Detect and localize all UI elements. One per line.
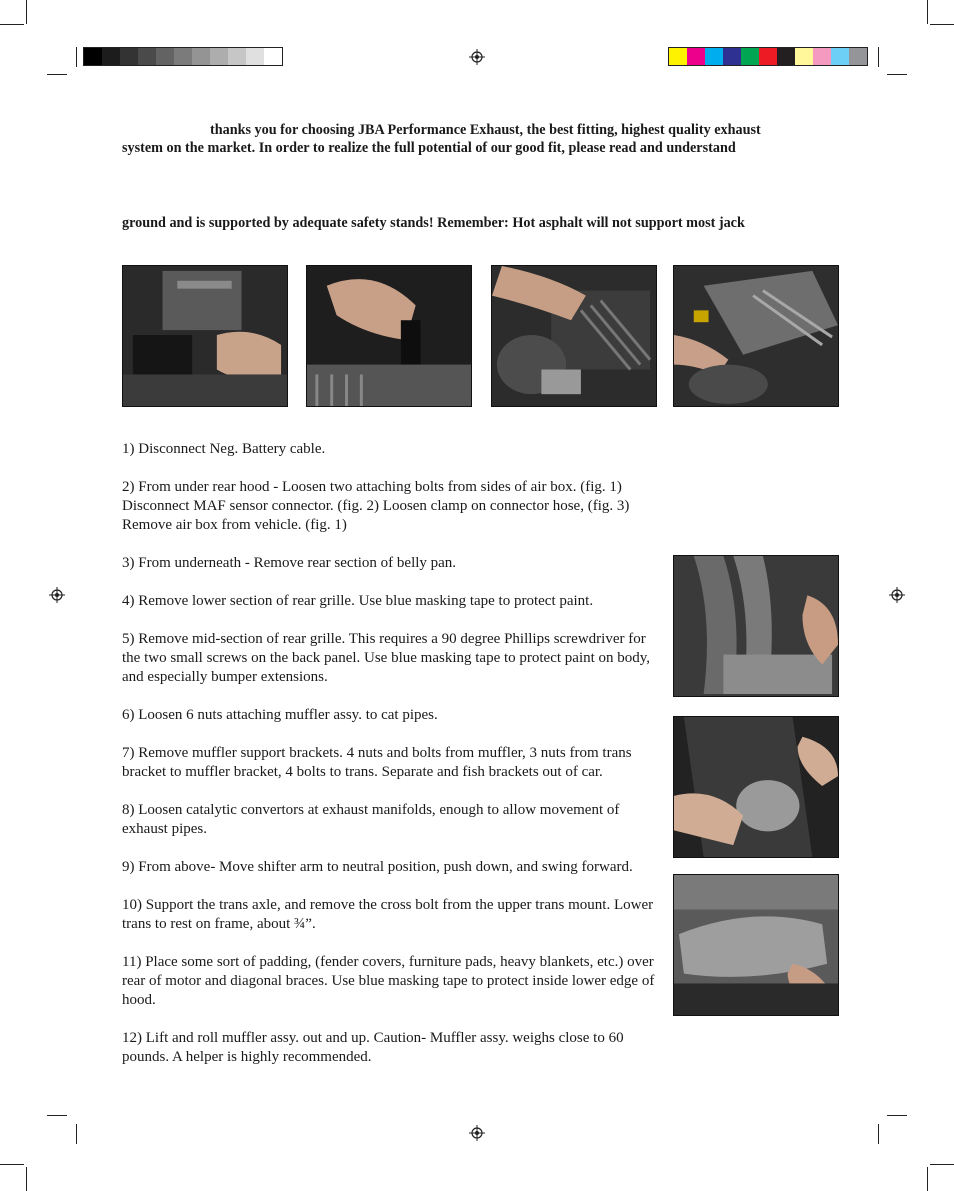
- crop-mark: [0, 24, 24, 25]
- crop-mark: [47, 74, 67, 75]
- registration-mark-icon: [469, 49, 485, 65]
- color-swatch: [687, 48, 705, 65]
- color-swatch: [777, 48, 795, 65]
- photo-connector-hose-clamp: [491, 265, 657, 407]
- crop-mark: [26, 1167, 27, 1191]
- crop-mark: [0, 1164, 24, 1165]
- color-swatch: [138, 48, 156, 65]
- grayscale-color-bar: [83, 47, 283, 66]
- color-swatch: [156, 48, 174, 65]
- color-swatch: [723, 48, 741, 65]
- intro-line-1: thanks you for choosing JBA Performance Exhaust, the best fitting, highest quality exhaust: [210, 122, 761, 138]
- color-swatch: [264, 48, 282, 65]
- color-swatch: [120, 48, 138, 65]
- instruction-step: 7) Remove muffler support brackets. 4 nuts and bolts from muffler, 3 nuts from trans bracket to muffler bracket, 4 bolts to trans. Separate and fish brackets out of car.: [122, 745, 632, 780]
- crop-mark: [76, 1124, 77, 1144]
- instruction-step: 9) From above- Move shifter arm to neutral position, push down, and swing forward.: [122, 859, 633, 875]
- color-swatch: [210, 48, 228, 65]
- crop-mark: [878, 1124, 879, 1144]
- intro-line-3: ground and is supported by adequate safety stands! Remember: Hot asphalt will not support most jack: [122, 215, 745, 231]
- photo-muffler-assembly: [673, 874, 839, 1016]
- color-swatch: [813, 48, 831, 65]
- color-swatch: [228, 48, 246, 65]
- photo-air-box-bolt-removal: [122, 265, 288, 407]
- crop-mark: [930, 1164, 954, 1165]
- intro-line-2: system on the market. In order to realize the full potential of our good fit, please read and understand: [122, 140, 736, 156]
- crop-mark: [887, 74, 907, 75]
- instruction-step: 11) Place some sort of padding, (fender covers, furniture pads, heavy blankets, etc.) over rear of motor and diagonal braces. Use blue masking tape to protect inside lower edge of hood.: [122, 954, 655, 1008]
- process-color-bar: [668, 47, 868, 66]
- color-swatch: [669, 48, 687, 65]
- instruction-step: 1) Disconnect Neg. Battery cable.: [122, 441, 326, 457]
- photo-muffler-support-bracket: [673, 716, 839, 858]
- crop-mark: [927, 1167, 928, 1191]
- registration-mark-icon: [49, 587, 65, 603]
- color-swatch: [102, 48, 120, 65]
- crop-mark: [887, 1115, 907, 1116]
- instruction-step: 10) Support the trans axle, and remove the cross bolt from the upper trans mount. Lower trans to rest on frame, about ¾”.: [122, 897, 654, 932]
- instruction-step: 5) Remove mid-section of rear grille. This requires a 90 degree Phillips screwdriver for the two small screws on the back panel. Use blue masking tape to protect paint on body, and especially bumper extensions.: [122, 631, 651, 685]
- color-swatch: [246, 48, 264, 65]
- crop-mark: [927, 0, 928, 24]
- instruction-steps: [122, 440, 667, 1086]
- instruction-step: 3) From underneath - Remove rear section of belly pan.: [122, 555, 457, 571]
- color-swatch: [831, 48, 849, 65]
- crop-mark: [47, 1115, 67, 1116]
- registration-mark-icon: [469, 1125, 485, 1141]
- photo-air-box-removal: [673, 265, 839, 407]
- color-swatch: [174, 48, 192, 65]
- photo-rear-grille-area: [673, 555, 839, 697]
- color-swatch: [84, 48, 102, 65]
- instruction-step: 8) Loosen catalytic convertors at exhaust manifolds, enough to allow movement of exhaust pipes.: [122, 802, 620, 837]
- registration-mark-icon: [889, 587, 905, 603]
- crop-mark: [26, 0, 27, 24]
- crop-mark: [930, 24, 954, 25]
- instruction-step: 2) From under rear hood - Loosen two attaching bolts from sides of air box. (fig. 1) Disconnect MAF sensor connector. (fig. 2) Loosen clamp on connector hose, (fig. 3) Remove air box from vehicle. (fig. 1): [122, 479, 630, 533]
- color-swatch: [192, 48, 210, 65]
- crop-mark: [878, 47, 879, 67]
- color-swatch: [741, 48, 759, 65]
- color-swatch: [795, 48, 813, 65]
- photo-maf-sensor-connector: [306, 265, 472, 407]
- color-swatch: [705, 48, 723, 65]
- instruction-step: 6) Loosen 6 nuts attaching muffler assy. to cat pipes.: [122, 707, 438, 723]
- instruction-step: 12) Lift and roll muffler assy. out and up. Caution- Muffler assy. weighs close to 60 pounds. A helper is highly recommended.: [122, 1030, 624, 1065]
- crop-mark: [76, 47, 77, 67]
- instruction-step: 4) Remove lower section of rear grille. Use blue masking tape to protect paint.: [122, 593, 594, 609]
- color-swatch: [759, 48, 777, 65]
- color-swatch: [849, 48, 867, 65]
